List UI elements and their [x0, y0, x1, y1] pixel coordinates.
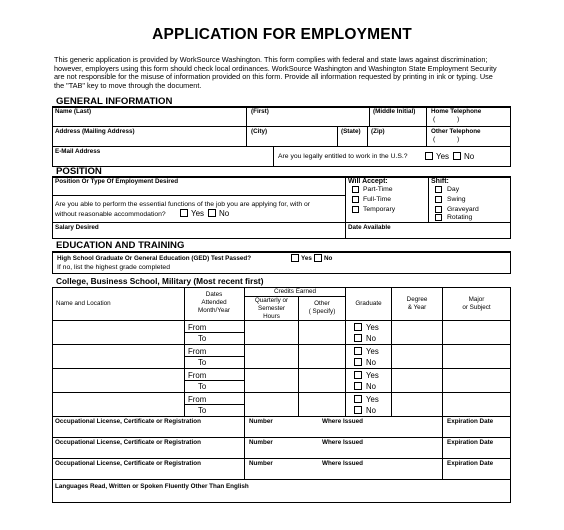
row1-grad-no-checkbox[interactable]: [354, 334, 362, 342]
divider: [52, 106, 53, 166]
divider: [337, 126, 338, 146]
divider: [510, 176, 511, 238]
divider: [510, 106, 511, 166]
license1-expiration-label: Expiration Date: [447, 418, 494, 425]
essential-no-checkbox[interactable]: [208, 209, 216, 217]
divider: [52, 176, 53, 238]
row3-grad-no-checkbox[interactable]: [354, 382, 362, 390]
row4-to-label: To: [198, 406, 207, 415]
ged-no-checkbox[interactable]: [314, 254, 322, 262]
intro-line: the "TAB" key to move through the document.: [54, 80, 202, 90]
position-heading: POSITION: [56, 166, 102, 177]
divider: [428, 176, 429, 222]
divider: [510, 287, 511, 503]
license3-expiration-label: Expiration Date: [447, 460, 494, 467]
row2-grad-no-checkbox[interactable]: [354, 358, 362, 366]
row4-grad-yes-label: Yes: [366, 395, 379, 404]
email-label: E-Mail Address: [55, 148, 101, 155]
row3-to-label: To: [198, 382, 207, 391]
row4-grad-yes-checkbox[interactable]: [354, 395, 362, 403]
divider: [52, 251, 53, 273]
row4-grad-no-checkbox[interactable]: [354, 406, 362, 414]
shift-day-checkbox[interactable]: [435, 186, 442, 193]
divider: [345, 176, 346, 238]
license3-number-label: Number: [249, 460, 273, 467]
legal-no-label: No: [464, 152, 475, 161]
license3-where-label: Where Issued: [322, 460, 363, 467]
license1-number-label: Number: [249, 418, 273, 425]
row2-to-label: To: [198, 358, 207, 367]
license3-label: Occupational License, Certificate or Registration: [55, 460, 201, 467]
ged-yes-checkbox[interactable]: [291, 254, 299, 262]
divider: [52, 222, 511, 223]
row4-from-label: From: [188, 395, 207, 404]
divider: [52, 437, 511, 438]
license1-where-label: Where Issued: [322, 418, 363, 425]
divider: [52, 502, 511, 503]
row3-grad-yes-checkbox[interactable]: [354, 371, 362, 379]
first-name-label: (First): [251, 108, 269, 115]
salary-desired-label: Salary Desired: [55, 224, 99, 231]
divider: [52, 251, 511, 253]
divider: [246, 106, 247, 146]
col-other-specify: Other ( Specify): [308, 300, 336, 316]
shift-swing-label: Swing: [447, 196, 466, 203]
essential-question-line1: Are you able to perform the essential functions of the job you are applying for, with or: [55, 201, 311, 208]
divider: [184, 356, 244, 357]
divider: [52, 458, 511, 459]
license2-number-label: Number: [249, 439, 273, 446]
row1-grad-yes-label: Yes: [366, 323, 379, 332]
zip-label: (Zip): [371, 128, 385, 135]
other-phone-area-open: (: [433, 136, 436, 143]
shift-graveyard-checkbox[interactable]: [435, 206, 442, 213]
full-time-checkbox[interactable]: [352, 196, 359, 203]
divider: [426, 106, 427, 146]
intro-line: are not responsible for the misuse of information provided on this form. Provide all information requested by printing in ink or typing. Use: [54, 72, 493, 82]
col-major-subject: Major or Subject: [462, 296, 491, 312]
divider: [52, 273, 511, 274]
row2-grad-no-label: No: [366, 358, 376, 367]
ged-question: High School Graduate Or General Education (GED) Test Passed?: [57, 255, 252, 262]
divider: [184, 380, 244, 381]
essential-question-line2: without reasonable accommodation?: [55, 211, 166, 218]
divider: [52, 195, 345, 196]
general-heading: GENERAL INFORMATION: [56, 96, 173, 107]
legal-yes-checkbox[interactable]: [425, 152, 433, 160]
shift-day-label: Day: [447, 186, 460, 193]
middle-initial-label: (Middle Initial): [373, 108, 416, 115]
highest-grade-label: If no, list the highest grade completed: [57, 264, 170, 271]
essential-yes-checkbox[interactable]: [180, 209, 188, 217]
col-degree-year: Degree & Year: [406, 296, 428, 312]
city-label: (City): [251, 128, 268, 135]
shift-rotating-checkbox[interactable]: [435, 214, 442, 221]
col-graduate: Graduate: [355, 300, 382, 307]
education-heading: EDUCATION AND TRAINING: [56, 240, 185, 251]
divider: [367, 126, 368, 146]
row1-to-label: To: [198, 334, 207, 343]
row2-from-label: From: [188, 347, 207, 356]
date-available-label: Date Available: [348, 224, 391, 231]
shift-label: Shift:: [431, 178, 449, 185]
divider: [52, 287, 53, 503]
col-credits-earned: Credits Earned: [274, 288, 316, 295]
row1-from-label: From: [188, 323, 207, 332]
state-label: (State): [341, 128, 361, 135]
ged-no-label: No: [324, 255, 333, 262]
legal-yes-label: Yes: [436, 152, 450, 161]
will-accept-label: Will Accept:: [348, 178, 388, 185]
full-time-label: Full-Time: [363, 196, 392, 203]
temporary-checkbox[interactable]: [352, 206, 359, 213]
shift-swing-checkbox[interactable]: [435, 196, 442, 203]
row1-grad-no-label: No: [366, 334, 376, 343]
home-phone-area-close: ): [457, 116, 460, 123]
part-time-label: Part-Time: [363, 186, 393, 193]
row3-from-label: From: [188, 371, 207, 380]
divider: [510, 251, 511, 273]
temporary-label: Temporary: [363, 206, 396, 213]
legal-work-question: Are you legally entitled to work in the U.S.?: [278, 153, 408, 160]
license1-label: Occupational License, Certificate or Registration: [55, 418, 201, 425]
divider: [52, 126, 511, 127]
shift-rotating-label: Rotating: [447, 214, 473, 221]
address-label: Address (Mailing Address): [55, 128, 135, 135]
home-phone-area-open: (: [433, 116, 436, 123]
divider: [52, 146, 511, 147]
divider: [369, 106, 370, 126]
divider: [52, 166, 511, 167]
position-desired-label: Position Or Type Of Employment Desired: [55, 178, 179, 185]
col-name-location: Name and Location: [56, 300, 111, 307]
essential-yes-label: Yes: [191, 209, 205, 218]
part-time-checkbox[interactable]: [352, 186, 359, 193]
divider: [52, 238, 511, 239]
college-heading: College, Business School, Military (Most recent first): [56, 276, 264, 286]
name-last-label: Name (Last): [55, 108, 92, 115]
license2-label: Occupational License, Certificate or Registration: [55, 439, 201, 446]
col-dates-attended: Dates Attended Month/Year: [198, 291, 230, 315]
divider: [273, 146, 274, 166]
divider: [52, 479, 511, 480]
row2-grad-yes-label: Yes: [366, 347, 379, 356]
other-phone-area-close: ): [457, 136, 460, 143]
divider: [184, 404, 244, 405]
page-title: APPLICATION FOR EMPLOYMENT: [152, 26, 412, 43]
col-quarterly-hours: Quarterly or Semester Hours: [254, 297, 289, 320]
row3-grad-yes-label: Yes: [366, 371, 379, 380]
essential-no-label: No: [219, 209, 230, 218]
intro-text: [54, 56, 516, 90]
legal-no-checkbox[interactable]: [453, 152, 461, 160]
license2-where-label: Where Issued: [322, 439, 363, 446]
row2-grad-yes-checkbox[interactable]: [354, 347, 362, 355]
ged-yes-label: Yes: [301, 255, 312, 262]
home-phone-label: Home Telephone: [431, 108, 482, 115]
other-phone-label: Other Telephone: [431, 128, 481, 135]
intro-line: however, employers using this form should check local ordinances. WorkSource Washington and Washington State Employment Security: [54, 63, 497, 73]
languages-label: Languages Read, Written or Spoken Fluently Other Than English: [55, 483, 249, 490]
row1-grad-yes-checkbox[interactable]: [354, 323, 362, 331]
shift-graveyard-label: Graveyard: [447, 206, 479, 213]
divider: [442, 287, 443, 479]
license2-expiration-label: Expiration Date: [447, 439, 494, 446]
row4-grad-no-label: No: [366, 406, 376, 415]
intro-line: This generic application is provided by WorkSource Washington. This form complies with federal and state laws against discrimination;: [54, 55, 488, 64]
divider: [184, 332, 244, 333]
row3-grad-no-label: No: [366, 382, 376, 391]
